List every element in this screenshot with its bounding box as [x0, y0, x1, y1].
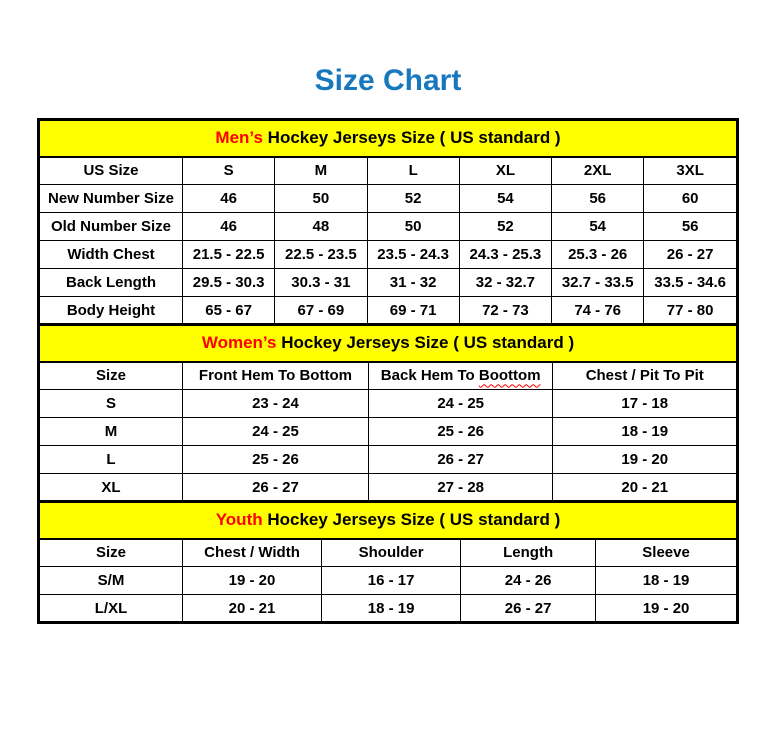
- mens-data-cell: 25.3 - 26: [552, 241, 644, 269]
- youth-data-cell: 18 - 19: [322, 595, 461, 623]
- womens-header-row: [39, 362, 738, 390]
- womens-table-row: [39, 446, 738, 474]
- youth-row-label: S/M: [39, 567, 183, 595]
- mens-section-band: [39, 120, 738, 157]
- mens-band-highlight: Men’s: [215, 128, 263, 148]
- youth-column-header: Chest / Width: [182, 539, 321, 567]
- mens-data-cell: 72 - 73: [459, 297, 551, 325]
- mens-row-label: Back Length: [39, 269, 183, 297]
- mens-data-cell: 30.3 - 31: [275, 269, 367, 297]
- youth-column-header: Size: [39, 539, 183, 567]
- womens-table-row: [39, 474, 738, 502]
- mens-column-header: US Size: [39, 157, 183, 185]
- mens-data-cell: 56: [644, 213, 738, 241]
- mens-data-cell: 23.5 - 24.3: [367, 241, 459, 269]
- womens-band-highlight: Women’s: [201, 333, 277, 353]
- youth-table-row: [39, 567, 738, 595]
- mens-header-row: [39, 157, 738, 185]
- womens-band-text: Hockey Jerseys Size ( US standard ): [276, 333, 575, 353]
- mens-table-row: [39, 297, 738, 325]
- mens-data-cell: 24.3 - 25.3: [459, 241, 551, 269]
- mens-data-cell: 60: [644, 185, 738, 213]
- womens-row-label: S: [39, 390, 183, 418]
- womens-data-cell: 17 - 18: [553, 390, 738, 418]
- youth-column-header: Sleeve: [596, 539, 738, 567]
- youth-column-header: Shoulder: [322, 539, 461, 567]
- mens-data-cell: 46: [182, 185, 274, 213]
- mens-data-cell: 22.5 - 23.5: [275, 241, 367, 269]
- womens-data-cell: 24 - 25: [368, 390, 553, 418]
- youth-table-row: [39, 595, 738, 623]
- header-text-misspelled: Boottom: [478, 367, 541, 385]
- mens-data-cell: 69 - 71: [367, 297, 459, 325]
- mens-row-label: Old Number Size: [39, 213, 183, 241]
- mens-section-title: [39, 120, 738, 157]
- mens-data-cell: 21.5 - 22.5: [182, 241, 274, 269]
- size-table-womens: [37, 323, 739, 503]
- womens-data-cell: 18 - 19: [553, 418, 738, 446]
- mens-data-cell: 33.5 - 34.6: [644, 269, 738, 297]
- youth-data-cell: 19 - 20: [596, 595, 738, 623]
- mens-column-header: XL: [459, 157, 551, 185]
- youth-data-cell: 19 - 20: [182, 567, 321, 595]
- mens-data-cell: 26 - 27: [644, 241, 738, 269]
- mens-data-cell: 32 - 32.7: [459, 269, 551, 297]
- mens-column-header: L: [367, 157, 459, 185]
- womens-row-label: M: [39, 418, 183, 446]
- youth-band-highlight: Youth: [215, 510, 263, 530]
- womens-column-header: Front Hem To Bottom: [182, 362, 368, 390]
- youth-section-band: [39, 502, 738, 539]
- youth-row-label: L/XL: [39, 595, 183, 623]
- size-table-youth: [37, 500, 739, 624]
- womens-data-cell: 25 - 26: [182, 446, 368, 474]
- size-chart-page: [0, 64, 776, 756]
- mens-data-cell: 67 - 69: [275, 297, 367, 325]
- womens-data-cell: 27 - 28: [368, 474, 553, 502]
- mens-data-cell: 46: [182, 213, 274, 241]
- youth-data-cell: 16 - 17: [322, 567, 461, 595]
- womens-row-label: XL: [39, 474, 183, 502]
- youth-data-cell: 18 - 19: [596, 567, 738, 595]
- mens-data-cell: 77 - 80: [644, 297, 738, 325]
- mens-column-header: 2XL: [552, 157, 644, 185]
- mens-table-row: [39, 185, 738, 213]
- womens-column-header: Size: [39, 362, 183, 390]
- youth-data-cell: 24 - 26: [461, 567, 596, 595]
- mens-data-cell: 74 - 76: [552, 297, 644, 325]
- mens-data-cell: 48: [275, 213, 367, 241]
- mens-data-cell: 54: [552, 213, 644, 241]
- size-tables-container: [37, 118, 739, 624]
- womens-section-title: [39, 325, 738, 362]
- mens-data-cell: 32.7 - 33.5: [552, 269, 644, 297]
- womens-data-cell: 23 - 24: [182, 390, 368, 418]
- womens-data-cell: 20 - 21: [553, 474, 738, 502]
- mens-row-label: Width Chest: [39, 241, 183, 269]
- womens-column-header: [368, 362, 553, 390]
- mens-table-row: [39, 213, 738, 241]
- mens-row-label: New Number Size: [39, 185, 183, 213]
- mens-table-row: [39, 269, 738, 297]
- mens-table-row: [39, 241, 738, 269]
- header-text: Back Hem To: [380, 367, 479, 385]
- youth-data-cell: 20 - 21: [182, 595, 321, 623]
- mens-column-header: M: [275, 157, 367, 185]
- mens-data-cell: 31 - 32: [367, 269, 459, 297]
- womens-data-cell: 25 - 26: [368, 418, 553, 446]
- mens-data-cell: 29.5 - 30.3: [182, 269, 274, 297]
- mens-data-cell: 50: [367, 213, 459, 241]
- womens-table-row: [39, 418, 738, 446]
- womens-table-row: [39, 390, 738, 418]
- womens-data-cell: 26 - 27: [182, 474, 368, 502]
- mens-band-text: Hockey Jerseys Size ( US standard ): [262, 128, 561, 148]
- page-title: Size Chart: [314, 64, 462, 97]
- mens-column-header: S: [182, 157, 274, 185]
- youth-data-cell: 26 - 27: [461, 595, 596, 623]
- mens-data-cell: 56: [552, 185, 644, 213]
- womens-data-cell: 26 - 27: [368, 446, 553, 474]
- youth-header-row: [39, 539, 738, 567]
- womens-column-header: Chest / Pit To Pit: [553, 362, 738, 390]
- mens-data-cell: 52: [367, 185, 459, 213]
- womens-data-cell: 24 - 25: [182, 418, 368, 446]
- womens-data-cell: 19 - 20: [553, 446, 738, 474]
- mens-row-label: Body Height: [39, 297, 183, 325]
- youth-band-text: Hockey Jerseys Size ( US standard ): [262, 510, 561, 530]
- mens-column-header: 3XL: [644, 157, 738, 185]
- mens-data-cell: 54: [459, 185, 551, 213]
- youth-section-title: [39, 502, 738, 539]
- mens-data-cell: 65 - 67: [182, 297, 274, 325]
- womens-row-label: L: [39, 446, 183, 474]
- youth-column-header: Length: [461, 539, 596, 567]
- mens-data-cell: 50: [275, 185, 367, 213]
- size-table-mens: [37, 118, 739, 326]
- womens-section-band: [39, 325, 738, 362]
- mens-data-cell: 52: [459, 213, 551, 241]
